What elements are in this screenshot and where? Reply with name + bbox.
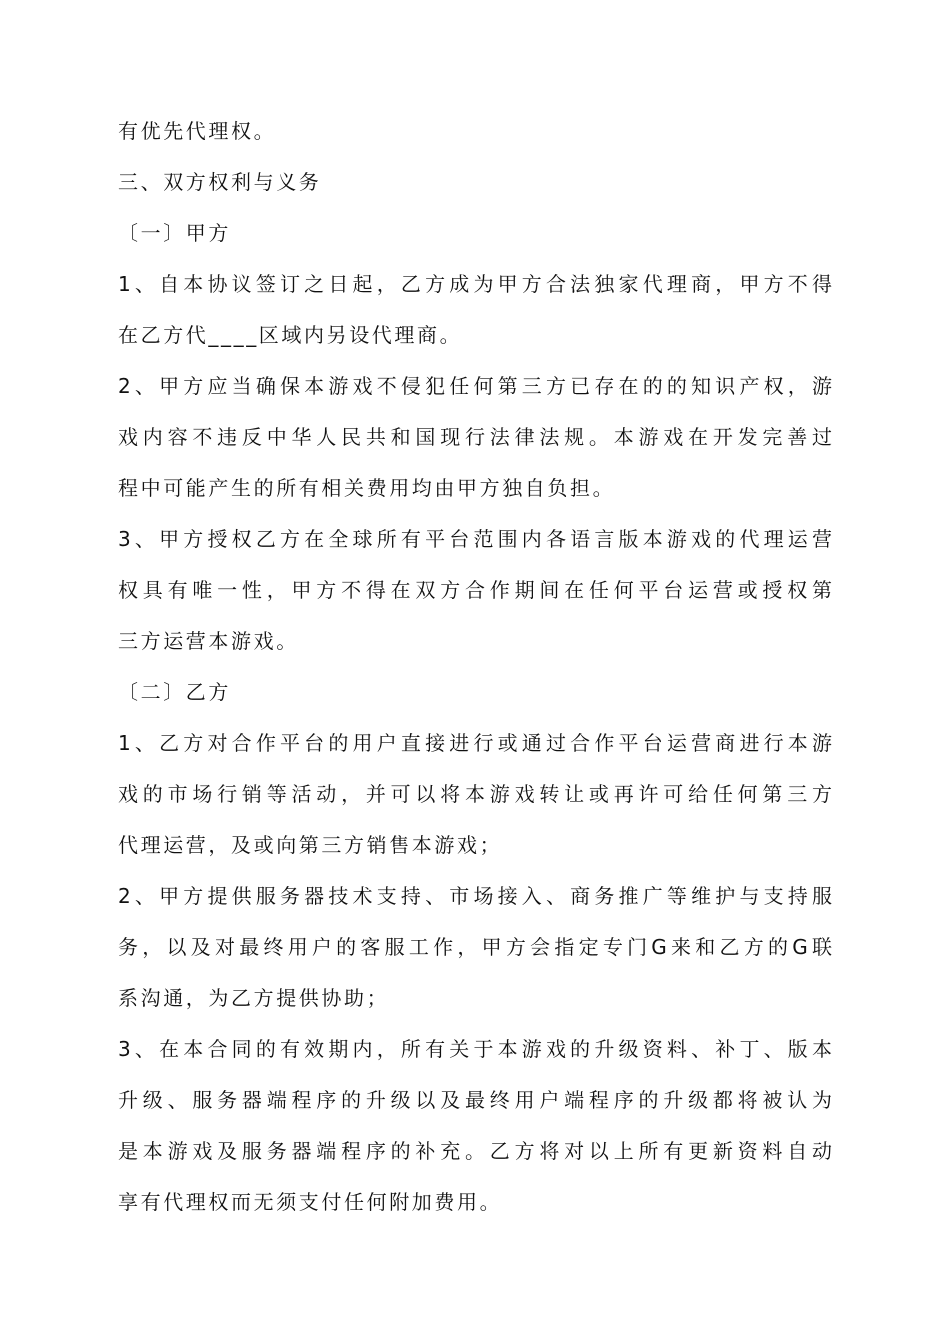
text-line: 1、乙方对合作平台的用户直接进行或通过合作平台运营商进行本游 <box>118 731 832 755</box>
text-line: 2、甲方提供服务器技术支持、市场接入、商务推广等维护与支持服 <box>118 884 832 908</box>
document-page <box>118 106 832 1228</box>
text-line: 3、甲方授权乙方在全球所有平台范围内各语言版本游戏的代理运营 <box>118 527 832 551</box>
text-line: 程中可能产生的所有相关费用均由甲方独自负担。 <box>118 476 616 500</box>
text-line: 升级、服务器端程序的升级以及最终用户端程序的升级都将被认为 <box>118 1088 832 1112</box>
section-heading: 三、双方权利与义务 <box>118 170 322 194</box>
text-line: 有优先代理权。 <box>118 119 277 143</box>
text-line: 在乙方代____区域内另设代理商。 <box>118 323 463 347</box>
text-line: 3、在本合同的有效期内，所有关于本游戏的升级资料、补丁、版本 <box>118 1037 832 1061</box>
text-line: 是本游戏及服务器端程序的补充。乙方将对以上所有更新资料自动 <box>118 1139 832 1163</box>
text-line: 代理运营，及或向第三方销售本游戏； <box>118 833 503 857</box>
text-line: 系沟通，为乙方提供协助； <box>118 986 390 1010</box>
subsection-heading: 〔二〕乙方 <box>118 680 231 704</box>
subsection-heading: 〔一〕甲方 <box>118 221 231 245</box>
text-line: 戏的市场行销等活动，并可以将本游戏转让或再许可给任何第三方 <box>118 782 832 806</box>
text-line: 2、甲方应当确保本游戏不侵犯任何第三方已存在的的知识产权，游 <box>118 374 832 398</box>
text-line: 享有代理权而无须支付任何附加费用。 <box>118 1190 503 1214</box>
text-line: 1、自本协议签订之日起，乙方成为甲方合法独家代理商，甲方不得 <box>118 272 832 296</box>
text-line: 权具有唯一性，甲方不得在双方合作期间在任何平台运营或授权第 <box>118 578 832 602</box>
text-line: 戏内容不违反中华人民共和国现行法律法规。本游戏在开发完善过 <box>118 425 832 449</box>
text-line: 务，以及对最终用户的客服工作，甲方会指定专门G来和乙方的G联 <box>118 935 832 959</box>
text-line: 三方运营本游戏。 <box>118 629 299 653</box>
